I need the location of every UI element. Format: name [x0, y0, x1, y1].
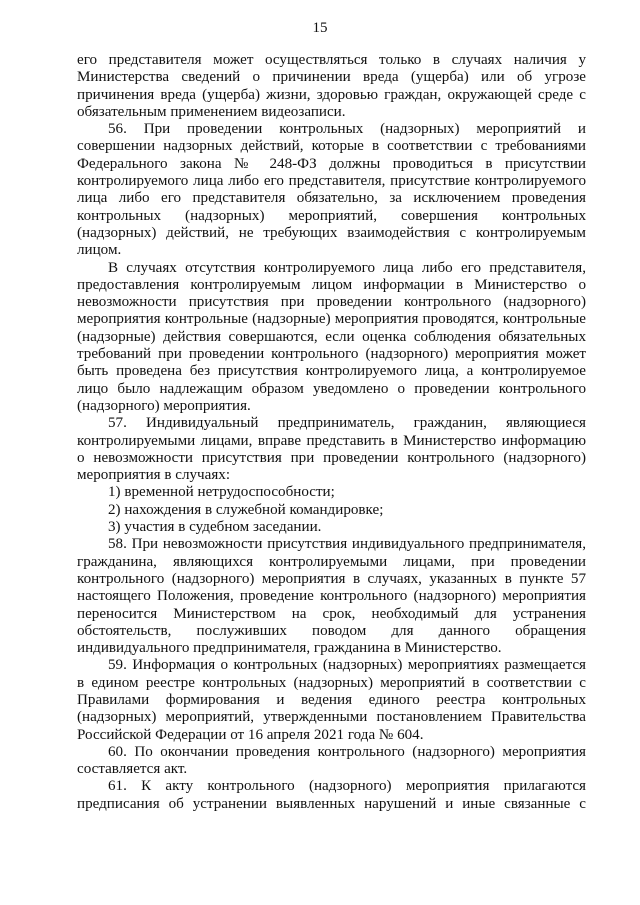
paragraph-56: 56. При проведении контрольных (надзорных) мероприятий и совершении надзорных действий, которые в соответствии с требованиями Федерального закона № 248-ФЗ должны проводиться в присутствии контролируемого лица либо его представителя, присутствие контролируемого лица либо его представителя обязательно, за исключением проведения контрольных (надзорных) мероприятий, совершения контрольных (надзорных) действий, не требующих взаимодействия с контролируемым лицом.	[77, 121, 586, 259]
paragraph-58: 58. При невозможности присутствия индивидуального предпринимателя, гражданина, являющихся контролируемыми лицами, при проведении контрольного (надзорного) мероприятия в случаях, указанных в пункте 57 настоящего Положения, проведение контрольного (надзорного) мероприятия переносится Министерством на срок, необходимый для устранения обстоятельств, послуживших поводом для данного обращения индивидуального предпринимателя, гражданина в Министерство.	[77, 536, 586, 657]
list-item-3: 3) участия в судебном заседании.	[108, 519, 322, 536]
list-item-1: 1) временной нетрудоспособности;	[108, 484, 335, 501]
paragraph-61: 61. К акту контрольного (надзорного) мероприятия прилагаются предписания об устранении выявленных нарушений и иные связанные с	[77, 778, 586, 812]
paragraph-60: 60. По окончании проведения контрольного (надзорного) мероприятия составляется акт.	[77, 743, 586, 778]
paragraph-continuation: его представителя может осуществляться только в случаях наличия у Министерства сведений о причинении вреда (ущерба) или об угрозе причинения вреда (ущерба) жизни, здоровью граждан, окружающей среде с обязательным применением видеозаписи.	[77, 52, 586, 120]
page-number: 15	[312, 20, 328, 36]
document-body	[77, 52, 586, 813]
paragraph-59: 59. Информация о контрольных (надзорных) мероприятиях размещается в едином реестре контрольных (надзорных) мероприятий в соответствии с Правилами формирования и ведения единого реестра контрольных (надзорных) мероприятий, утвержденными постановлением Правительства Российской Федерации от 16 апреля 2021 года № 604.	[77, 657, 586, 743]
list-item-2: 2) нахождения в служебной командировке;	[108, 501, 384, 518]
paragraph-56-absence: В случаях отсутствия контролируемого лица либо его представителя, предоставления контролируемым лицом информации в Министерство о невозможности присутствия при проведении контрольного (надзорного) мероприятия контрольные (надзорные) мероприятия проводятся, контрольные (надзорные) действия совершаются, если оценка соблюдения обязательных требований при проведении контрольного (надзорного) мероприятия может быть проведена без присутствия контролируемого лица, а контролируемое лицо было надлежащим образом уведомлено о проведении контрольного (надзорного) мероприятия.	[77, 259, 586, 414]
paragraph-57: 57. Индивидуальный предприниматель, гражданин, являющиеся контролируемыми лицами, вправе представить в Министерство информацию о невозможности присутствия при проведении контрольного (надзорного) мероприятия в случаях:	[77, 415, 586, 484]
